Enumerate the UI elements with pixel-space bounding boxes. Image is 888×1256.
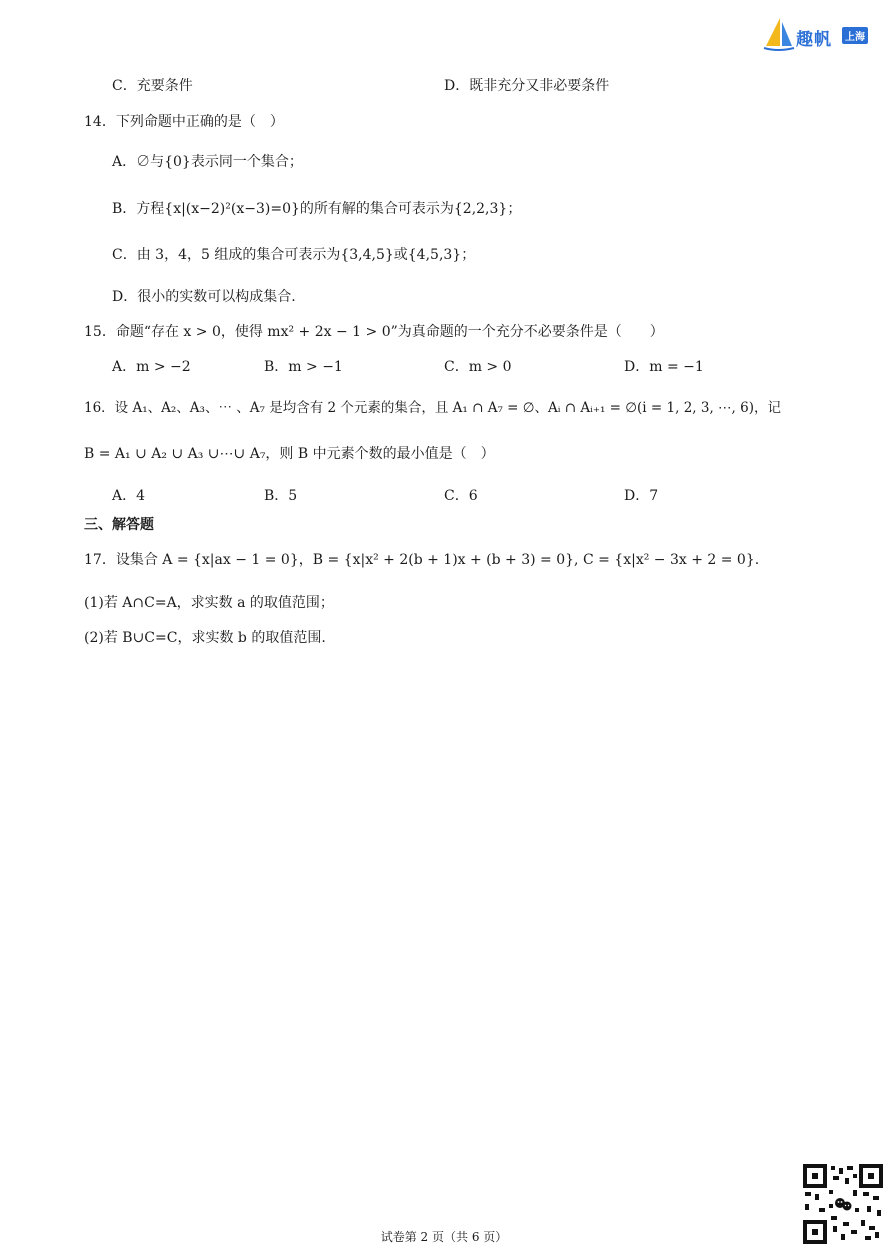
page-footer: 试卷第 2 页（共 6 页） [380, 1230, 508, 1244]
q14-option-a: A．∅与{0}表示同一个集合； [112, 154, 303, 170]
q16-option-b: B．5 [264, 488, 298, 504]
q13-option-c: C．充要条件 [112, 78, 193, 94]
q17-part-2: (2)若 B∪C=C，求实数 b 的取值范围. [84, 630, 326, 646]
q14-option-c: C．由 3，4，5 组成的集合可表示为{3,4,5}或{4,5,3}； [112, 247, 476, 263]
q16-option-a: A．4 [112, 488, 146, 504]
q14-option-d: D．很小的实数可以构成集合. [112, 289, 296, 305]
section-heading: 三、解答题 [84, 517, 154, 533]
q13-option-d: D．既非充分又非必要条件 [444, 78, 610, 94]
logo-text: 趣帆 [796, 30, 832, 50]
question-17: 17．设集合 A = {x|ax − 1 = 0}，B = {x|x² + 2(b + 1)x + (b + 3) = 0}, C = {x|x² − 3x + 2 = 0}. [84, 552, 760, 568]
question-16-line-2: B = A₁ ∪ A₂ ∪ A₃ ∪⋯∪ A₇，则 B 中元素个数的最小值是（ ） [84, 446, 495, 462]
question-16: 16．设 A₁、A₂、A₃、⋯ 、A₇ 是均含有 2 个元素的集合，且 A₁ ∩ A₇ = ∅、Aᵢ ∩ Aᵢ₊₁ = ∅(i = 1, 2, 3, ⋯, 6)，记 [84, 400, 781, 416]
q15-option-a: A．m > −2 [112, 359, 191, 375]
brand-logo [760, 16, 878, 52]
q14-option-b: B．方程{x|(x−2)²(x−3)=0}的所有解的集合可表示为{2,2,3}； [112, 201, 522, 217]
q16-option-c: C．6 [444, 488, 478, 504]
q15-option-b: B．m > −1 [264, 359, 343, 375]
q15-option-d: D．m = −1 [624, 359, 704, 375]
question-15: 15．命题“存在 x > 0，使得 mx² + 2x − 1 > 0”为真命题的一个充分不必要条件是（ ） [84, 324, 664, 340]
question-14: 14．下列命题中正确的是（ ） [84, 114, 284, 130]
sailboat-logo-icon [760, 16, 796, 52]
q15-option-c: C．m > 0 [444, 359, 512, 375]
q17-part-1: (1)若 A∩C=A，求实数 a 的取值范围； [84, 595, 334, 611]
q16-option-d: D．7 [624, 488, 659, 504]
logo-badge: 上海 [842, 27, 868, 44]
